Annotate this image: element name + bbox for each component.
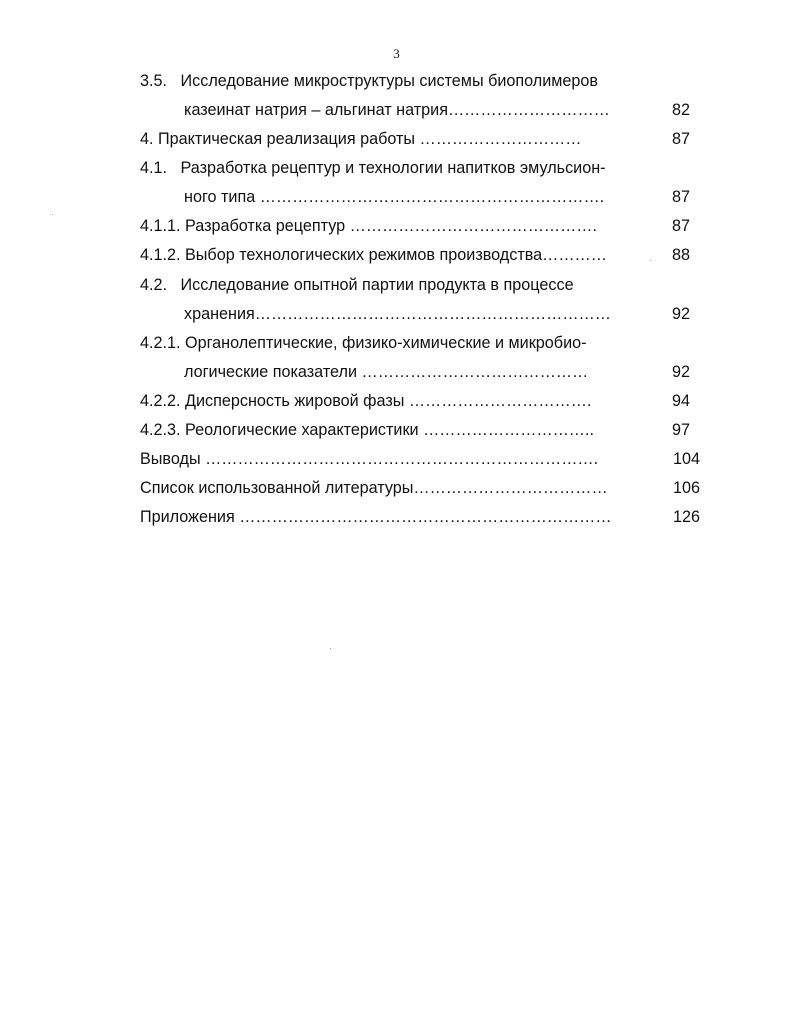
toc-entry-4-2-3: 4.2.3. Реологические характеристики ………………………….. bbox=[140, 421, 594, 439]
toc-page-3-5: 82 bbox=[671, 101, 690, 119]
toc-entry-4-1-cont: ного типа ………………………………………………………. bbox=[184, 188, 605, 206]
toc-page-4: 87 bbox=[671, 130, 690, 148]
scan-speck bbox=[52, 214, 53, 215]
scan-speck bbox=[330, 648, 331, 649]
toc-entry-4-1-2: 4.1.2. Выбор технологических режимов производства………… bbox=[140, 246, 607, 264]
toc-page-4-2-1: 92 bbox=[671, 363, 690, 381]
toc-entry-references: Список использованной литературы……………………………… bbox=[140, 479, 608, 497]
toc-entry-4-2-2: 4.2.2. Дисперсность жировой фазы ……………………………. bbox=[140, 392, 592, 410]
page-number: 3 bbox=[393, 46, 400, 61]
toc-page-appendices: 126 bbox=[672, 508, 700, 526]
toc-entry-4-2-1: 4.2.1. Органолептические, физико-химические и микробио- bbox=[140, 334, 587, 352]
toc-page-4-2: 92 bbox=[671, 305, 690, 323]
toc-page-4-1: 87 bbox=[671, 188, 690, 206]
scan-speck bbox=[650, 260, 651, 261]
toc-entry-appendices: Приложения …………………………………………………………… bbox=[140, 508, 612, 526]
toc-entry-4-2: 4.2. Исследование опытной партии продукта в процессе bbox=[140, 276, 574, 294]
toc-entry-conclusions: Выводы ………………………………………………………………. bbox=[140, 450, 599, 468]
toc-entry-4-2-cont: хранения………………………………………………………… bbox=[184, 305, 611, 323]
toc-page-4-1-1: 87 bbox=[671, 217, 690, 235]
toc-entry-4-2-1-cont: логические показатели …………………………………… bbox=[184, 363, 589, 381]
toc-page-4-2-3: 97 bbox=[671, 421, 690, 439]
toc-page-4-2-2: 94 bbox=[671, 392, 690, 410]
toc-entry-4: 4. Практическая реализация работы ………………………… bbox=[140, 130, 582, 148]
toc-entry-4-1-1: 4.1.1. Разработка рецептур ………………………………………. bbox=[140, 217, 597, 235]
toc-entry-4-1: 4.1. Разработка рецептур и технологии напитков эмульсион- bbox=[140, 159, 606, 177]
toc-entry-3-5-cont: казеинат натрия – альгинат натрия………………………… bbox=[184, 101, 610, 119]
toc-page-conclusions: 104 bbox=[672, 450, 700, 468]
toc-page-references: 106 bbox=[672, 479, 700, 497]
toc-page-4-1-2: 88 bbox=[671, 246, 690, 264]
toc-entry-3-5: 3.5. Исследование микроструктуры системы биополимеров bbox=[140, 72, 599, 90]
